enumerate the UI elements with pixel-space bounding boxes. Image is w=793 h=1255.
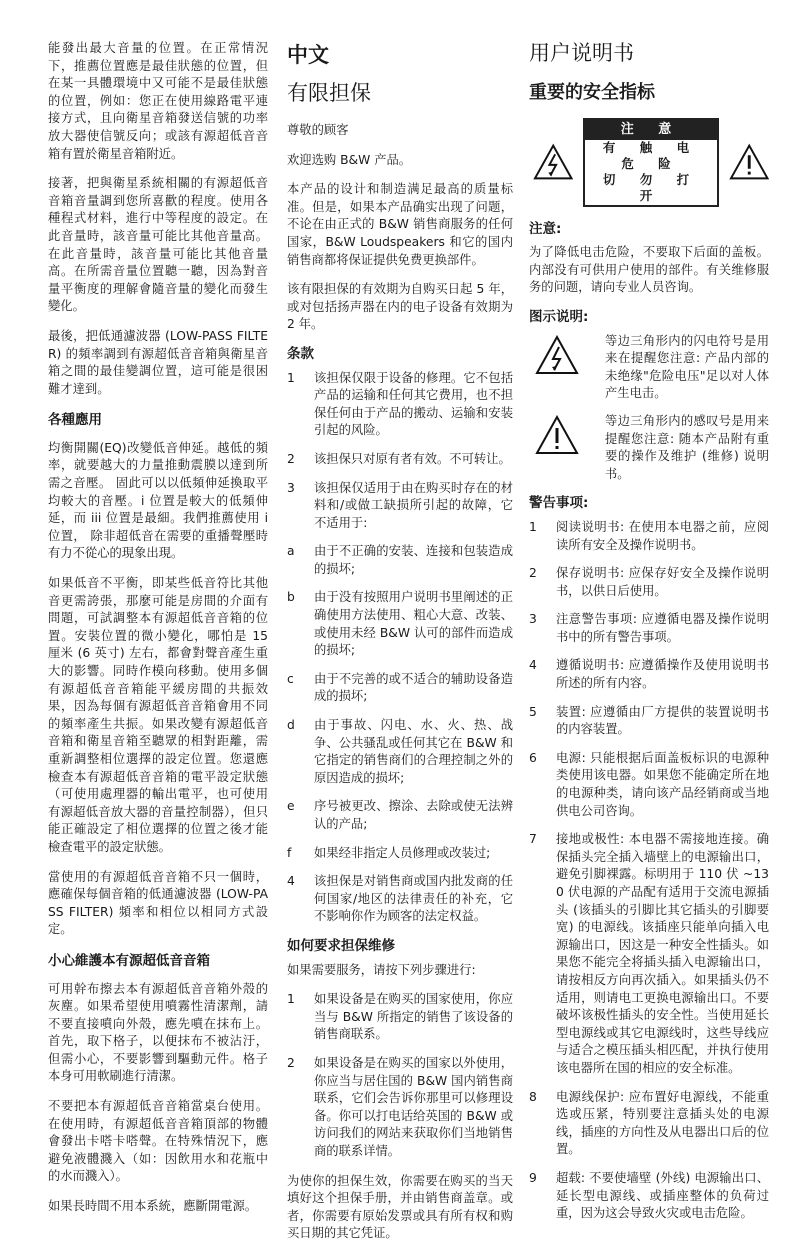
welcome-text: 欢迎选购 B&W 产品。: [287, 152, 412, 167]
item-marker: 4: [287, 874, 295, 889]
paragraph: 當使用的有源超低音音箱不只一個時，應確保每個音箱的低通濾波器 (LOW-PASS FILTER) 頻率和相位以相同方式設定。: [48, 869, 268, 937]
item-text: 装置: 应遵循由厂方提供的装置说明书的内容装置。: [556, 704, 769, 737]
warranty-title: 有限担保: [287, 81, 371, 105]
closing-paragraph: 为使你的担保生效，你需要在购买的当天填好这个担保手册，并由销售商盖章。或者，你需要有原始发票或具有所有权和购买日期的其它凭证。: [287, 1173, 513, 1241]
list-item: [529, 611, 769, 646]
item-marker: c: [287, 671, 294, 686]
list-item: [287, 1055, 513, 1161]
list-item: [287, 589, 513, 659]
item-marker: 3: [529, 612, 537, 627]
list-item: [287, 543, 513, 578]
list-item: [287, 451, 513, 469]
col1-paragraphs-a: [48, 40, 268, 398]
intro-paragraph: 本产品的设计和制造满足最高的质量标准。但是，如果本产品确实出现了问题，不论在由正式的 B&W 销售商服务的任何国家，B&W Loudspeakers 和它的国内销售商都将保证提供免费更换部件。: [287, 182, 513, 267]
list-item: [287, 798, 513, 833]
warning-box-title: 注 意: [585, 120, 716, 140]
item-text: 由于不正确的安装、连接和包装造成的损坏;: [314, 544, 513, 576]
item-text: 如果设备是在购买的国家以外使用，你应当与居住国的 B&W 国内销售商联系，它们会告诉你那里可以修理设备。你可以打电话给英国的 B&W 或访问我们的网站来获取你们当地销售商的联系详情。: [314, 1055, 513, 1158]
item-text: 阅读说明书: 在使用本电器之前，应阅读所有安全及操作说明书。: [556, 519, 769, 552]
exclamation-triangle-icon: [729, 143, 769, 181]
item-text: 遵循说明书: 应遵循操作及使用说明书所述的所有内容。: [556, 658, 769, 691]
symbol-exclaim-text: 等边三角形内的感叹号是用来提醒您注意: 随本产品附有重要的操作及维护 (维修) 说明书。: [605, 413, 769, 481]
warning-box-line: 有 触 电 危 险: [602, 139, 700, 171]
item-marker: e: [287, 799, 295, 814]
item-text: 超载: 不要使墙壁 (外线) 电源输出口、延长型电源线、或插座整体的负荷过重，因为这会导致火灾或电击危险。: [556, 1170, 769, 1221]
item-marker: 2: [529, 566, 537, 581]
item-text: 注意警告事项: 应遵循电器及操作说明书中的所有警告事项。: [556, 612, 769, 644]
list-item: [529, 519, 769, 554]
item-text: 由于没有按照用户说明书里阐述的正确使用方法使用、粗心大意、改装、或使用未经 B&W 认可的部件而造成的损坏;: [314, 590, 513, 658]
heading-claim: 如何要求担保维修: [287, 937, 395, 954]
warnings-list: [529, 519, 769, 1223]
paragraph: 接著，把與衛星系統相關的有源超低音音箱音量調到您所喜歡的程度。使用各種程式材料，進行中等程度的設定。在此音量時，該音量可能比其他音量高。在此音量時，該音量可能比其他音量高。在所需音量位置聽一聽，因為對音量平衡度的理解會隨音量的變化而發生變化。: [48, 176, 268, 314]
paragraph: 最後，把低通濾波器 (LOW-PASS FILTER) 的頻率調到有源超低音音箱與衛星音箱之間的最佳變調位置，這可能是很困難才達到。: [48, 328, 268, 396]
item-marker: 7: [529, 832, 537, 847]
item-marker: 3: [287, 480, 295, 495]
item-text: 该担保仅限于设备的修理。它不包括产品的运输和任何其它费用，也不担保任何由于产品的搬动、运输和安装引起的风险。: [314, 370, 513, 438]
safety-heading: 重要的安全指标: [529, 82, 655, 103]
list-item: [287, 370, 513, 440]
heading-caution: 注意:: [529, 220, 562, 237]
list-item: [529, 831, 769, 1077]
intro-paragraph: 该有限担保的有效期为自购买日起 5 年，或对包括扬声器在内的电子设备有效期为 2 年。: [287, 282, 513, 332]
item-text: 序号被更改、擦涂、去除或使无法辨认的产品;: [314, 799, 513, 831]
item-marker: 4: [529, 658, 537, 673]
item-text: 该担保只对原有者有效。不可转让。: [314, 451, 511, 466]
item-text: 该担保仅适用于由在购买时存在的材料和/或做工缺损所引起的故障，它不适用于:: [314, 480, 513, 530]
item-text: 接地或极性: 本电器不需接地连接。确保插头完全插入墙壁上的电源输出口，避免引脚裸露。标明用于 110 伏 ~130 伏电源的产品配有适用于交流电源插头 (该插头的引脚比其它插头的引脚要宽) 的电源线。该插座只能单向插入电源输出口，因这是一种安全性插头。如果您不能完全将插头插入电源输出口，请按相反方向再次插入。如果插头仍不适用，则请电工更换电源输出口。不要破坏该极性插头的安全性。当使用延长型电源线或其它电源线时，这些导线应与适合之模压插头相匹配，并执行使用该电器所在国的相应的安全标准。: [556, 832, 769, 1075]
list-item: [287, 671, 513, 706]
column-2: [287, 40, 513, 1255]
warning-box-line: 切 勿 打 开: [602, 171, 700, 203]
item-marker: d: [287, 718, 295, 733]
paragraph: 如果低音不平衡，即某些低音符比其他音更需誇張，那麼可能是房間的介面有問題，可試調整本有源超低音音箱的位置。安裝位置的微小變化，哪怕是 15 厘米 (6 英寸) 左右，都會對聲音產生重大的影響。同時作模向移動。使用多個有源超低音音箱能平緩房間的共振效果，因為每個有源超低音音箱會用不同的頻率產生共振。如果改變有源超低音音箱和衛星音箱至聽眾的相對距離，需重新調整相位選擇的設定位置。您還應檢查本有源超低音音箱的電平設定狀態（可使用處理器的輸出電平，也可使用有源超低音放大器的音量控制器），但只能正確設定了相位選擇的位置之後才能檢查電平的設定狀態。: [48, 576, 268, 854]
item-text: 由于事故、闪电、水、火、热、战争、公共骚乱或任何其它在 B&W 和它指定的销售商们的合理控制之外的原因造成的损坏;: [314, 718, 513, 785]
heading-care: 小心維護本有源超低音音箱: [48, 952, 210, 969]
paragraph: 均衡開關(EQ)改變低音伸延。越低的頻率，就要越大的力量推動震膜以達到所需之音壓。 固此可以以低頻伸延換取平均較大的音壓。i 位置是較大的低頻伸延，而 iii 位置是最細。我們推薦使用 i 位置， 除非超低音在需要的重播聲壓時有力不從心的現象出現。: [48, 440, 268, 561]
list-item: [287, 717, 513, 787]
heading-applications: 各種應用: [48, 412, 102, 429]
col1-paragraphs-c: [48, 981, 268, 1216]
item-marker: b: [287, 590, 295, 605]
list-item: [287, 873, 513, 926]
item-marker: f: [287, 845, 292, 860]
list-item: [287, 991, 513, 1044]
warning-box: [583, 118, 718, 207]
item-marker: 6: [529, 750, 537, 765]
heading-terms: 条款: [287, 345, 314, 362]
item-marker: 8: [529, 1089, 537, 1104]
column-1: [48, 40, 268, 1228]
item-marker: 1: [529, 519, 537, 534]
list-item: [529, 657, 769, 692]
item-marker: 2: [287, 1055, 295, 1070]
item-text: 如果经非指定人员修理或改装过;: [314, 845, 491, 860]
lightning-triangle-icon: [533, 143, 573, 181]
item-text: 如果设备是在购买的国家使用，你应当与 B&W 所指定的销售了该设备的销售商联系。: [314, 992, 513, 1042]
salutation: 尊敬的顾客: [287, 123, 349, 137]
item-marker: 1: [287, 992, 295, 1007]
list-item: [529, 565, 769, 600]
item-text: 电源: 只能根据后面盖板标识的电源种类使用该电器。如果您不能确定所在地的电源种类，请向该产品经销商或当地供电公司咨询。: [556, 750, 769, 818]
paragraph: 能發出最大音量的位置。在正常情況下，推薦位置應是最佳狀態的位置，但在某一具體環境中又可能不是最佳狀態的位置，例如：您正在使用線路電平連接方式，且向衛星音箱發送信號的功率放大器使信號反向；或該有源超低音音箱有置於衛星音箱附近。: [48, 41, 268, 161]
heading-warnings: 警告事项:: [529, 495, 589, 512]
list-item: [529, 750, 769, 820]
list-item: [287, 845, 513, 863]
item-marker: 5: [529, 704, 537, 719]
caution-text: 为了降低电击危险，不要取下后面的盖板。内部没有可供用户使用的部件。有关维修服务的问题，请向专业人员咨询。: [529, 245, 769, 295]
list-item: [529, 1170, 769, 1223]
exclamation-triangle-icon: [535, 415, 579, 455]
heading-symbols: 图示说明:: [529, 308, 589, 325]
item-marker: a: [287, 544, 295, 559]
claim-steps-list: [287, 991, 513, 1160]
claim-intro: 如果需要服务，请按下列步骤进行:: [287, 962, 476, 977]
item-text: 电源线保护: 应布置好电源线，不能重选或压紧，特别要注意插头处的电源线，插座的方向性及从电器出口后的位置。: [556, 1089, 769, 1157]
item-text: 由于不完善的或不适合的辅助设备造成的损坏;: [314, 671, 513, 704]
lightning-triangle-icon: [535, 335, 579, 375]
warning-banner: [533, 118, 769, 207]
list-item: [287, 480, 513, 533]
symbol-explanation: [529, 413, 769, 483]
symbol-explanation: [529, 333, 769, 403]
list-item: [529, 704, 769, 739]
paragraph: 如果長時間不用本系統，應斷開電源。: [48, 1199, 258, 1214]
list-item: [529, 1089, 769, 1159]
terms-list: [287, 370, 513, 926]
item-text: 该担保是对销售商或国内批发商的任何国家/地区的法律责任的补充，它不影响你作为顾客的法定权益。: [314, 874, 513, 924]
item-marker: 1: [287, 370, 295, 385]
column-3: [529, 40, 769, 1235]
item-text: 保存说明书: 应保存好安全及操作说明书，以供日后使用。: [556, 566, 769, 598]
language-heading: 中文: [287, 43, 329, 67]
item-marker: 2: [287, 451, 295, 466]
manual-title: 用户说明书: [529, 41, 634, 65]
paragraph: 不要把本有源超低音音箱當桌台使用。在使用時，有源超低音音箱頂部的物體會發出卡嗒卡嗒聲。在特殊情況下，應避免液體濺入（如：因飲用水和花瓶中的水而濺入）。: [48, 1099, 268, 1184]
symbol-lightning-text: 等边三角形内的闪电符号是用来在提醒您注意: 产品内部的未绝缘"危险电压"足以对人体产生电击。: [605, 333, 769, 401]
item-marker: 9: [529, 1170, 537, 1185]
col1-paragraphs-b: [48, 440, 268, 939]
paragraph: 可用幹布擦去本有源超低音音箱外殼的灰塵。如果希望使用噴霧性清潔劑，請不要直接噴向外殼，應先噴在抹布上。首先，取下格子，以便抹布不被沾汙，但需小心，不要影響到驅動元件。格子本身可用軟刷進行清潔。: [48, 981, 268, 1084]
